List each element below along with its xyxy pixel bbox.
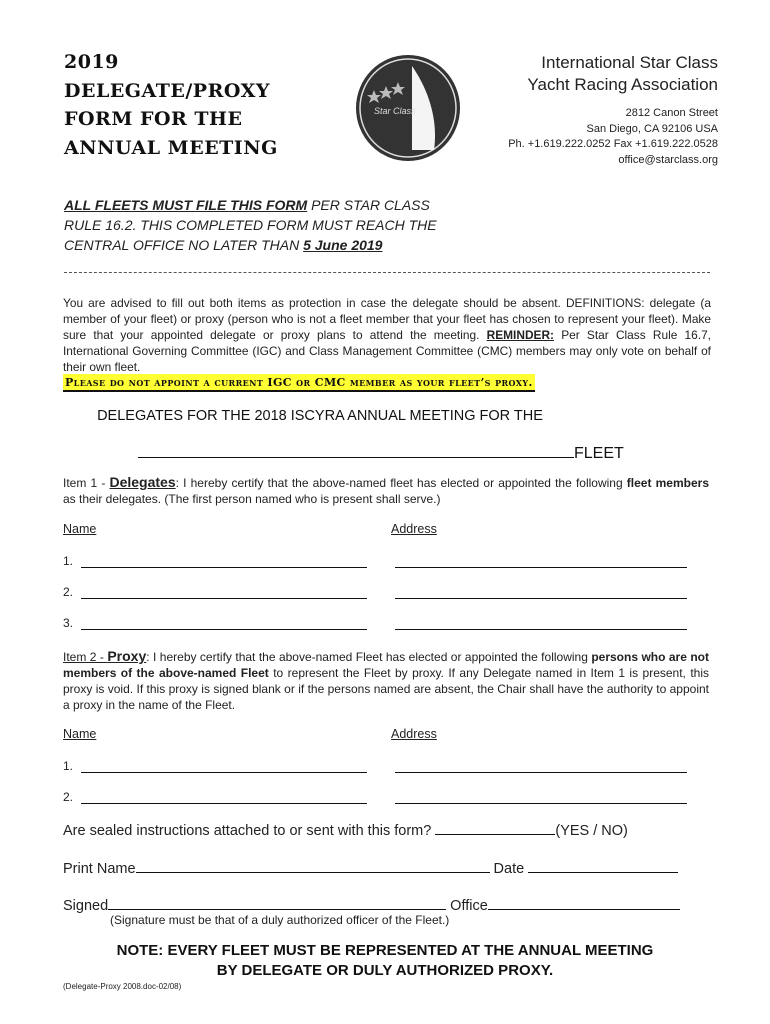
proxy-1-name-field[interactable] <box>81 772 367 773</box>
reminder-text: Per Star Class Rule 16.7, International Governing Committee (IGC) and Class Management Committee (CMC) members may only vote on behalf of their own fleet. <box>63 328 711 374</box>
reminder-label: REMINDER: <box>486 328 555 342</box>
proxy-1-address-field[interactable] <box>395 772 687 773</box>
item-1-text-b: as their delegates. (The first person named who is present shall serve.) <box>63 492 441 506</box>
signed-label: Signed <box>63 898 109 914</box>
delegate-row-1 <box>63 554 689 572</box>
delegate-1-address-field[interactable] <box>395 567 687 568</box>
print-name-field[interactable] <box>136 858 490 873</box>
fleet-label: FLEET <box>574 445 624 462</box>
org-name-line-1: International Star Class <box>541 53 718 72</box>
item-1-delegates <box>63 474 709 507</box>
title-year: 2019 <box>64 51 119 73</box>
delegate-row-2 <box>63 585 689 603</box>
organization-block <box>508 52 718 168</box>
advice-text: You are advised to fill out both items as protection in case the delegate should be absent. DEFINITIONS: delegate (a member of your fleet) or proxy (person who is not a fleet member that your fleet has chosen to represent your fleet). Make sure that your appointed delegate or proxy plans to attend the meeting. <box>63 296 711 342</box>
fleet-name-field[interactable] <box>138 441 624 463</box>
signature-caption: (Signature must be that of a duly authorized officer of the Fleet.) <box>110 913 450 927</box>
delegate-1-name-field[interactable] <box>81 567 367 568</box>
item-1-name-header: Name <box>63 522 97 536</box>
notice-deadline: 5 June 2019 <box>303 237 383 253</box>
item-2-bold: persons who are not members of the above-named Fleet <box>63 650 709 680</box>
filing-notice <box>64 195 464 255</box>
item-2-name-header: Name <box>63 727 97 741</box>
notice-text: PER STAR CLASS RULE 16.2. THIS COMPLETED FORM MUST REACH THE CENTRAL OFFICE NO LATER THAN <box>64 197 437 253</box>
delegate-3-address-field[interactable] <box>395 629 687 630</box>
note-line-2: BY DELEGATE OR DULY AUTHORIZED PROXY. <box>216 962 554 979</box>
item-2-label: Proxy <box>107 648 147 664</box>
title-line-4: ANNUAL MEETING <box>64 136 278 159</box>
note-line-1: NOTE: EVERY FLEET MUST BE REPRESENTED AT THE ANNUAL MEETING <box>116 942 654 959</box>
item-1-label: Delegates <box>109 474 176 490</box>
delegate-row-3 <box>63 616 689 634</box>
org-city: San Diego, CA 92106 USA <box>586 122 718 135</box>
delegate-3-name-field[interactable] <box>81 629 367 630</box>
document-footer: (Delegate-Proxy 2008.doc-02/08) <box>63 982 182 991</box>
date-label: Date <box>489 861 529 877</box>
form-title <box>64 48 278 162</box>
item-1-bold: fleet members <box>626 476 709 490</box>
logo-text: Star Class <box>374 106 416 116</box>
print-name-label: Print Name <box>63 861 136 877</box>
proxy-2-address-field[interactable] <box>395 803 687 804</box>
org-email: office@starclass.org <box>618 153 718 166</box>
item-1-text: : I hereby certify that the above-named fleet has elected or appointed the following <box>175 476 627 490</box>
row-number: 2. <box>63 585 74 599</box>
org-phone: Ph. +1.619.222.0252 Fax +1.619.222.0528 <box>508 138 718 150</box>
sealed-options: (YES / NO) <box>555 823 628 839</box>
title-line-2: DELEGATE/PROXY <box>64 79 270 102</box>
advice-paragraph <box>63 295 711 375</box>
item-2-text: : I hereby certify that the above-named Fleet has elected or appointed the following <box>146 650 592 664</box>
item-2-text-b: to represent the Fleet by proxy. If any Delegate named in Item 1 is present, this proxy is void. If this proxy is signed blank or if the persons named are absent, the Chair shall have the authority to appoint a proxy in the name of the Fleet. <box>63 666 709 712</box>
org-street: 2812 Canon Street <box>625 107 718 119</box>
print-name-row <box>63 858 678 877</box>
item-1-prefix: Item 1 - <box>63 476 110 490</box>
delegate-2-address-field[interactable] <box>395 598 687 599</box>
fleet-name-line[interactable] <box>138 441 574 458</box>
item-2-prefix: Item 2 - <box>63 650 108 664</box>
row-number: 1. <box>63 759 74 773</box>
row-number: 2. <box>63 790 74 804</box>
sealed-question-text: Are sealed instructions attached to or sent with this form? <box>63 823 436 839</box>
office-field[interactable] <box>488 895 680 910</box>
signed-row <box>63 895 680 914</box>
star-class-logo <box>352 52 464 164</box>
signature-field[interactable] <box>108 895 446 910</box>
title-line-3: FORM FOR THE <box>64 108 243 130</box>
row-number: 1. <box>63 554 74 568</box>
proxy-2-name-field[interactable] <box>81 803 367 804</box>
item-2-proxy <box>63 648 709 713</box>
notice-bold: ALL FLEETS MUST FILE THIS FORM <box>64 197 308 213</box>
delegates-heading-text: DELEGATES FOR THE 2018 ISCYRA ANNUAL MEETING FOR THE <box>97 408 543 424</box>
item-1-address-header: Address <box>391 522 437 536</box>
row-number: 3. <box>63 616 74 630</box>
sealed-instructions-question <box>63 820 628 839</box>
org-name-line-2: Yacht Racing Association <box>527 75 718 94</box>
divider <box>64 272 710 273</box>
delegates-heading <box>0 408 770 424</box>
proxy-row-1 <box>63 759 689 777</box>
office-label: Office <box>446 898 488 914</box>
item-2-address-header: Address <box>391 727 437 741</box>
sealed-answer-field[interactable] <box>435 820 555 835</box>
representation-note <box>0 941 770 981</box>
proxy-row-2 <box>63 790 689 808</box>
delegate-2-name-field[interactable] <box>81 598 367 599</box>
date-field[interactable] <box>528 858 678 873</box>
proxy-warning: Please do not appoint a current IGC or CMC member as your fleet’s proxy. <box>63 374 535 392</box>
